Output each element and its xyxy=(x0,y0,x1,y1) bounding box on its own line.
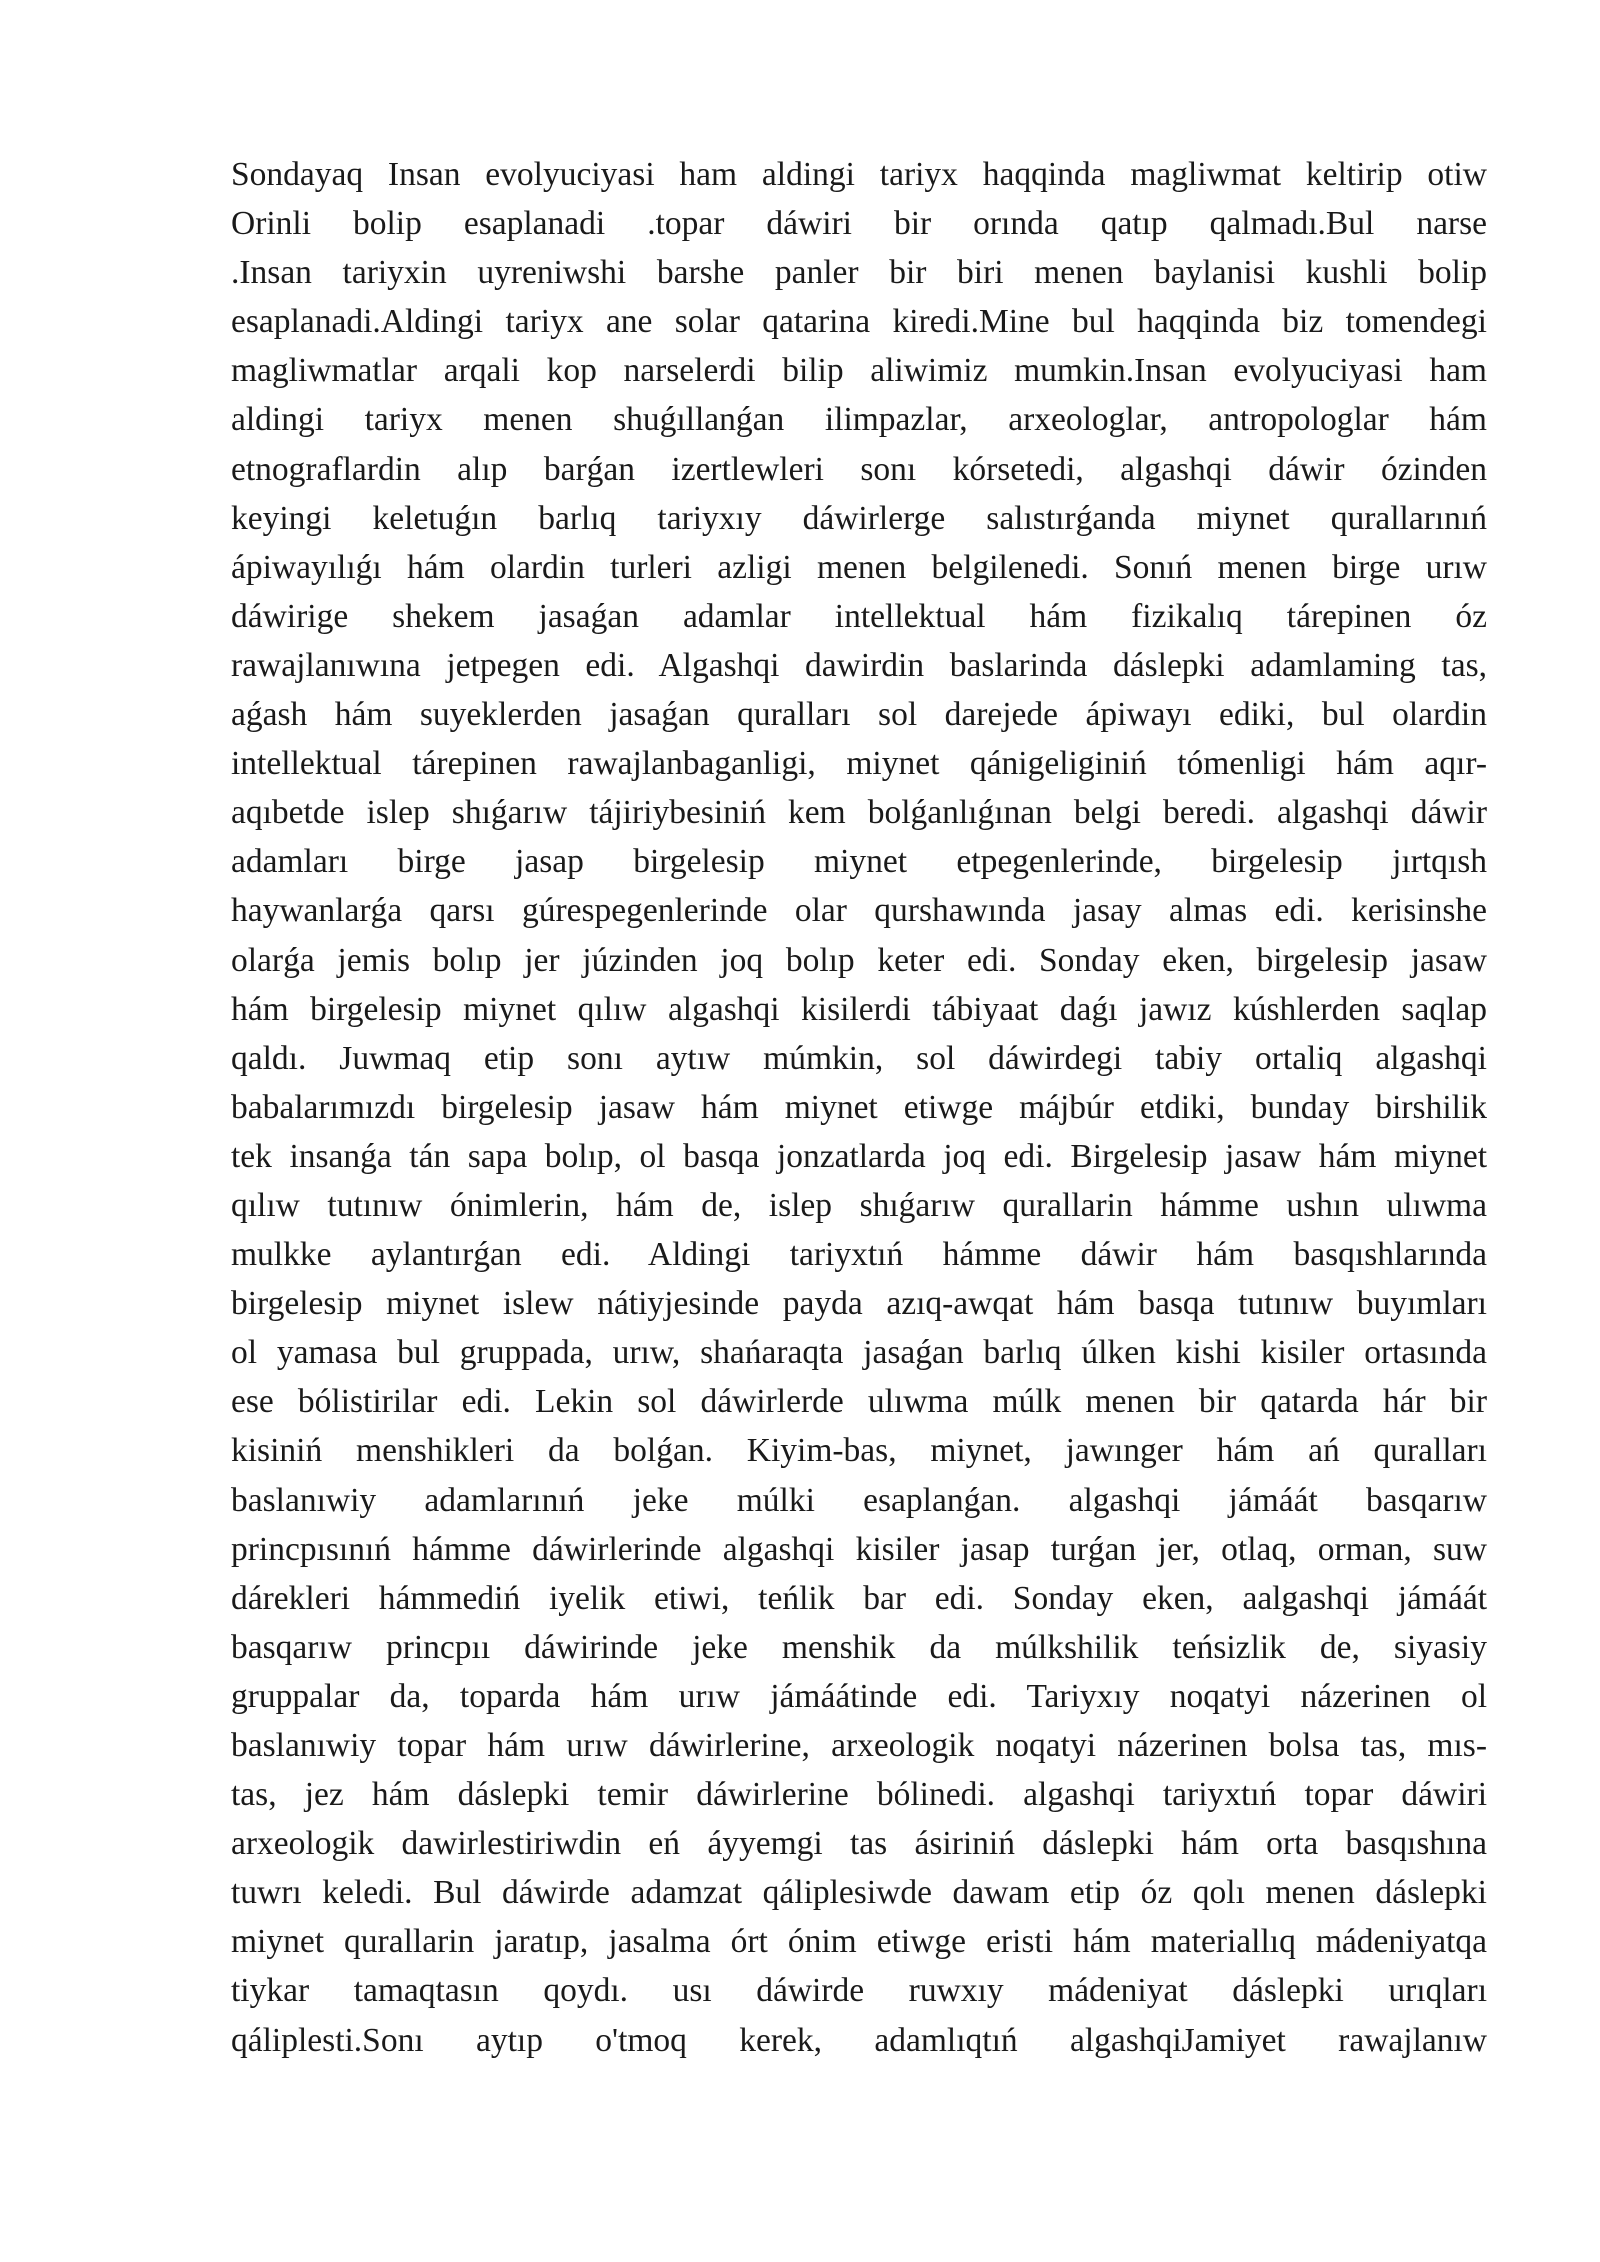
text-line: haywanlarǵa qarsı gúrespegenlerinde olar qurshawında jasay almas edi. kerisinshe xyxy=(231,892,1487,930)
text-line: aldingi tariyx menen shuǵıllanǵan ilimpazlar, arxeologlar, antropologlar hám xyxy=(231,401,1487,439)
text-line: .Insan tariyxin uyreniwshi barshe panler bir biri menen baylanisi kushli bolip xyxy=(231,254,1487,292)
text-line: mulkke aylantırǵan edi. Aldingi tariyxtıń hámme dáwir hám basqıshlarında xyxy=(231,1236,1487,1274)
text-line: aǵash hám suyeklerden jasaǵan quralları sol darejede ápiwayı ediki, bul olardin xyxy=(231,696,1487,734)
text-line: aqıbetde islep shıǵarıw tájiriybesiniń kem bolǵanlıǵınan belgi beredi. algashqi dáwir xyxy=(231,794,1487,832)
text-line: tiykar tamaqtasın qoydı. usı dáwirde ruwxıy mádeniyat dáslepki urıqları xyxy=(231,1972,1487,2010)
text-line: qılıw tutınıw ónimlerin, hám de, islep shıǵarıw qurallarin hámme ushın ulıwma xyxy=(231,1186,1487,1224)
text-line: tek insanǵa tán sapa bolıp, ol basqa jonzatlarda joq edi. Birgelesip jasaw hám miynet xyxy=(231,1137,1487,1175)
text-line: keyingi keletuǵın barlıq tariyxıy dáwirlerge salıstırǵanda miynet qurallarınıń xyxy=(231,499,1487,537)
text-line: birgelesip miynet islew nátiyjesinde payda azıq-awqat hám basqa tutınıw buyımları xyxy=(231,1285,1487,1323)
text-line: dáwirige shekem jasaǵan adamlar intellektual hám fizikalıq tárepinen óz xyxy=(231,597,1487,635)
text-line: kisiniń menshikleri da bolǵan. Kiyim-bas, miynet, jawınger hám ań quralları xyxy=(231,1432,1487,1470)
text-line: princpısınıń hámme dáwirlerinde algashqi kisiler jasap turǵan jer, otlaq, orman, suw xyxy=(231,1530,1487,1568)
text-line: Sondayaq Insan evolyuciyasi ham aldingi tariyx haqqinda magliwmat keltirip otiw xyxy=(231,156,1487,193)
text-line: rawajlanıwına jetpegen edi. Algashqi dawirdin baslarinda dáslepki adamlaming tas, xyxy=(231,646,1487,684)
text-line: etnograflardin alıp barǵan izertlewleri sonı kórsetedi, algashqi dáwir ózinden xyxy=(231,450,1487,488)
text-line: dárekleri hámmediń iyelik etiwi, teńlik bar edi. Sonday eken, aalgashqi jámáát xyxy=(231,1579,1487,1617)
text-line: tuwrı keledi. Bul dáwirde adamzat qáliplesiwde dawam etip óz qolı menen dáslepki xyxy=(231,1874,1487,1912)
text-line: ol yamasa bul gruppada, urıw, shańaraqta jasaǵan barlıq úlken kishi kisiler ortasında xyxy=(231,1334,1487,1372)
text-line: basqarıw princpıı dáwirinde jeke menshik da múlkshilik teńsizlik de, siyasiy xyxy=(231,1628,1487,1666)
text-line: magliwmatlar arqali kop narselerdi bilip aliwimiz mumkin.Insan evolyuciyasi ham xyxy=(231,352,1487,390)
text-line: ese bólistirilar edi. Lekin sol dáwirlerde ulıwma múlk menen bir qatarda hár bir xyxy=(231,1383,1487,1421)
text-line: olarǵa jemis bolıp jer júzinden joq bolıp keter edi. Sonday eken, birgelesip jasaw xyxy=(231,941,1487,979)
text-line: miynet qurallarin jaratıp, jasalma órt ónim etiwge eristi hám materiallıq mádeniyatqa xyxy=(231,1923,1487,1961)
text-line: babalarımızdı birgelesip jasaw hám miynet etiwge májbúr etdiki, bunday birshilik xyxy=(231,1088,1487,1126)
text-line: arxeologik dawirlestiriwdin eń áyyemgi tas ásiriniń dáslepki hám orta basqıshına xyxy=(231,1825,1487,1863)
body-text xyxy=(231,150,1487,2065)
text-line: adamları birge jasap birgelesip miynet etpegenlerinde, birgelesip jırtqısh xyxy=(231,843,1487,881)
text-line: esaplanadi.Aldingi tariyx ane solar qatarina kiredi.Mine bul haqqinda biz tomendegi xyxy=(231,303,1487,341)
text-line: intellektual tárepinen rawajlanbaganligi, miynet qánigeliginiń tómenligi hám aqır- xyxy=(231,745,1487,783)
text-line: qaldı. Juwmaq etip sonı aytıw múmkin, sol dáwirdegi tabiy ortaliq algashqi xyxy=(231,1039,1487,1077)
text-line: tas, jez hám dáslepki temir dáwirlerine bólinedi. algashqi tariyxtıń topar dáwiri xyxy=(231,1776,1487,1814)
text-line: ápiwayılıǵı hám olardin turleri azligi menen belgilenedi. Sonıń menen birge urıw xyxy=(231,548,1487,586)
text-line: hám birgelesip miynet qılıw algashqi kisilerdi tábiyaat daǵı jawız kúshlerden saqlap xyxy=(231,990,1487,1028)
text-line: gruppalar da, toparda hám urıw jámáátinde edi. Tariyxıy noqatyi názerinen ol xyxy=(231,1677,1487,1715)
text-line: qáliplesti.Sonı aytıp o'tmoq kerek, adamlıqtıń algashqiJamiyet rawajlanıw xyxy=(231,2021,1487,2059)
text-line: baslanıwiy topar hám urıw dáwirlerine, arxeologik noqatyi názerinen bolsa tas, mıs- xyxy=(231,1727,1487,1764)
text-line: Orinli bolip esaplanadi .topar dáwiri bir orında qatıp qalmadı.Bul narse xyxy=(231,205,1487,243)
text-line: baslanıwiy adamlarınıń jeke múlki esaplanǵan. algashqi jámáát basqarıw xyxy=(231,1481,1487,1519)
